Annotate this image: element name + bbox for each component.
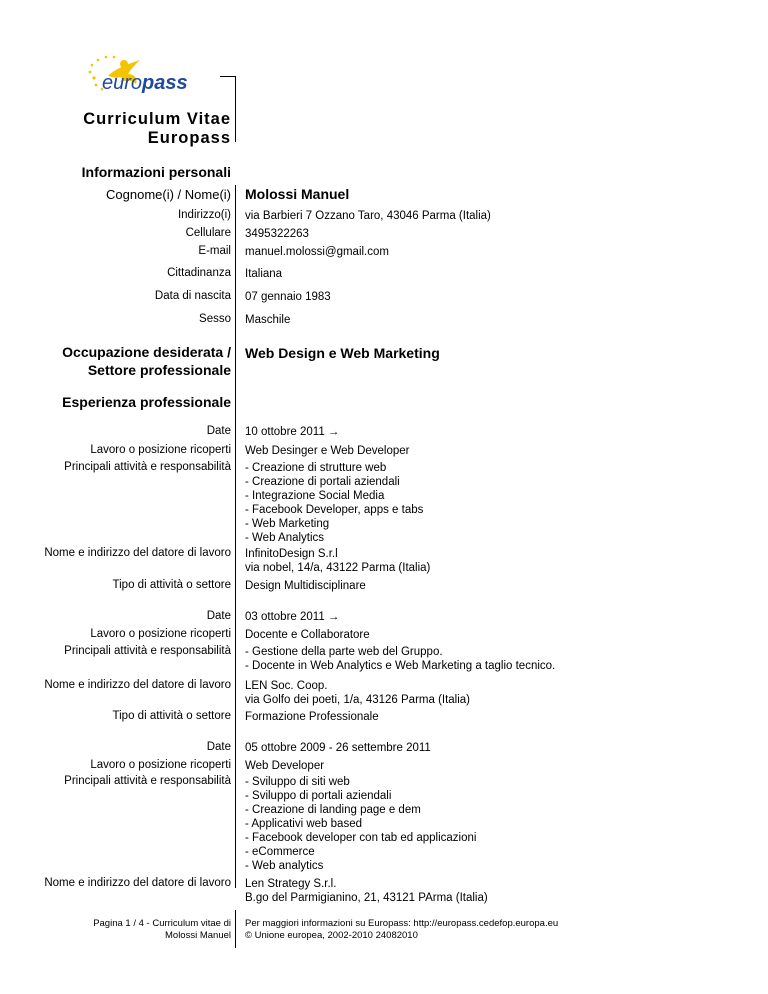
list-item: - Creazione di landing page e dem: [245, 804, 421, 816]
main-divider: [235, 185, 236, 888]
footer-page-info: [93, 918, 231, 942]
job3-date-value: 05 ottobre 2009 - 26 settembre 2011: [245, 742, 431, 754]
header-top-rule: [220, 76, 235, 77]
footer-cv-owner: Molossi Manuel: [165, 930, 231, 941]
job2-sector-value: Formazione Professionale: [245, 711, 379, 723]
list-item: - Facebook developer con tab ed applicazioni: [245, 832, 477, 844]
email-value: manuel.molossi@gmail.com: [245, 246, 389, 258]
birth-label: Data di nascita: [154, 290, 231, 302]
job2-activities-label: Principali attività e responsabilità: [64, 645, 231, 657]
job1-sector-value: Design Multidisciplinare: [245, 580, 366, 592]
job3-employer-label: Nome e indirizzo del datore di lavoro: [44, 877, 231, 889]
list-item: - Gestione della parte web del Gruppo.: [245, 646, 443, 658]
desired-occupation-label-line1: Occupazione desiderata /: [62, 344, 231, 360]
list-item: - Sviluppo di siti web: [245, 776, 350, 788]
job2-employer-value: [245, 679, 470, 707]
job3-activities-list: [245, 775, 476, 873]
job2-employer-label: Nome e indirizzo del datore di lavoro: [44, 679, 231, 691]
name-value: Molossi Manuel: [245, 186, 350, 202]
list-item: - Web Analytics: [245, 532, 325, 544]
list-item: - Web Marketing: [245, 518, 330, 530]
address-label: Indirizzo(i): [177, 209, 231, 221]
job2-date-value: 03 ottobre 2011 →: [245, 611, 340, 623]
sex-value: Maschile: [245, 314, 291, 326]
mobile-value: 3495322263: [245, 228, 309, 240]
job1-activities-list: [245, 461, 423, 545]
job2-activities-list: [245, 645, 555, 673]
citizenship-value: Italiana: [245, 268, 283, 280]
desired-occupation-label: [62, 343, 231, 379]
job2-position-label: Lavoro o posizione ricoperti: [90, 628, 231, 640]
footer-page-number: Pagina 1 / 4 - Curriculum vitae di: [93, 918, 231, 929]
europass-logo: [80, 52, 230, 102]
employer-address: B.go del Parmigianino, 21, 43121 PArma (Italia): [245, 892, 488, 904]
job3-position-label: Lavoro o posizione ricoperti: [90, 759, 231, 771]
list-item: - Creazione di strutture web: [245, 462, 387, 474]
list-item: - Integrazione Social Media: [245, 490, 385, 502]
employer-address: via nobel, 14/a, 43122 Parma (Italia): [245, 562, 431, 574]
job3-date-label: Date: [206, 741, 231, 753]
list-item: - eCommerce: [245, 846, 315, 858]
job2-date-label: Date: [206, 610, 231, 622]
job1-date-label: Date: [206, 425, 231, 437]
name-label: Cognome(i) / Nome(i): [106, 187, 231, 202]
desired-occupation-value: Web Design e Web Marketing: [245, 345, 440, 361]
list-item: - Web analytics: [245, 860, 324, 872]
employer-address: via Golfo dei poeti, 1/a, 43126 Parma (Italia): [245, 694, 471, 706]
job1-activities-label: Principali attività e responsabilità: [64, 461, 231, 473]
logo-text-pass: pass: [142, 72, 188, 94]
footer-info-link: Per maggiori informazioni su Europass: http://europass.cedefop.europa.eu: [245, 918, 559, 929]
employer-name: Len Strategy S.r.l.: [245, 878, 337, 890]
header-divider: [235, 76, 236, 142]
footer-europass-info: [245, 918, 558, 942]
section-heading-experience: Esperienza professionale: [62, 394, 231, 410]
employer-name: LEN Soc. Coop.: [245, 680, 328, 692]
job3-activities-label: Principali attività e responsabilità: [64, 775, 231, 787]
job3-employer-value: [245, 877, 488, 905]
job3-position-value: Web Developer: [245, 760, 325, 772]
page-title-line2: Europass: [147, 129, 231, 147]
page-title-line1: Curriculum Vitae: [83, 110, 231, 128]
section-heading-personal: Informazioni personali: [81, 164, 231, 180]
mobile-label: Cellulare: [185, 227, 231, 239]
sex-label: Sesso: [199, 313, 231, 325]
birth-value: 07 gennaio 1983: [245, 291, 331, 303]
footer-divider: [235, 910, 236, 948]
job1-employer-label: Nome e indirizzo del datore di lavoro: [44, 547, 231, 559]
address-value: via Barbieri 7 Ozzano Taro, 43046 Parma (Italia): [245, 210, 491, 222]
employer-name: InfinitoDesign S.r.l: [245, 548, 338, 560]
job1-position-label: Lavoro o posizione ricoperti: [90, 444, 231, 456]
job1-sector-label: Tipo di attività o settore: [112, 579, 231, 591]
job1-position-value: Web Desinger e Web Developer: [245, 445, 410, 457]
job2-position-value: Docente e Collaboratore: [245, 629, 370, 641]
list-item: - Docente in Web Analytics e Web Marketing a taglio tecnico.: [245, 660, 556, 672]
footer-copyright: © Unione europea, 2002-2010 24082010: [245, 930, 418, 941]
list-item: - Creazione di portali aziendali: [245, 476, 400, 488]
job1-employer-value: [245, 547, 430, 575]
logo-text-euro: euro: [102, 72, 143, 94]
job1-date-value: 10 ottobre 2011 →: [245, 426, 340, 438]
citizenship-label: Cittadinanza: [167, 267, 231, 279]
desired-occupation-label-line2: Settore professionale: [87, 362, 231, 378]
list-item: - Applicativi web based: [245, 818, 362, 830]
list-item: - Sviluppo di portali aziendali: [245, 790, 392, 802]
job2-sector-label: Tipo di attività o settore: [112, 710, 231, 722]
email-label: E-mail: [198, 245, 231, 257]
list-item: - Facebook Developer, apps e tabs: [245, 504, 424, 516]
